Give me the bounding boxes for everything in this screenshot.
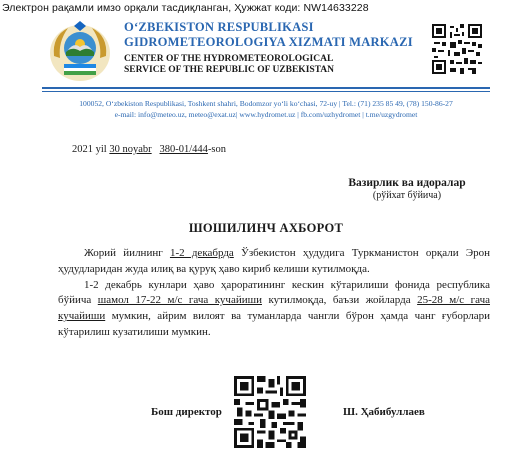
recipient-name: Вазирлик ва идоралар <box>348 177 466 189</box>
header-rule <box>42 87 490 89</box>
highlight-wind-gust: 25-28 м/с гача кучайиши <box>58 294 490 323</box>
body-paragraph-2: 1-2 декабрь кунлари ҳаво ҳароратининг кескин кўтарилиши фонида республика бўйича шамол 17-22 м/с гача кучайиши кутилмоқда, баъзи жойларда 25-28 м/с гача кучайиши мумкин, айрим вилоят ва туманларда чангли бўрон ҳамда чанг ғуборлари кўтарилиш кузатилиши мумкин. <box>58 278 490 338</box>
letter-day: 30 noyabr <box>109 144 152 155</box>
state-emblem-icon <box>44 20 116 84</box>
highlight-dates: 1-2 декабрда <box>169 247 234 259</box>
document-title: ШОШИЛИНЧ АХБОРОТ <box>188 221 344 235</box>
org-address: 100052, O‘zbekiston Respublikasi, Toshkent shahri, Bodomzor yo‘li ko‘chasi, 72-uy | Tel.: (71) 235 85 49, (78) 150-86-27 <box>79 99 453 108</box>
header-rule-thin <box>42 91 490 92</box>
letter-number-suffix: -son <box>207 144 227 155</box>
letter-number: 380-01/444 <box>159 144 208 155</box>
org-name-line2: GIDROMETEOROLOGIYA XIZMATI MARKAZI <box>124 35 413 49</box>
highlight-wind: шамол 17-22 м/с гача кучайиши <box>97 294 262 307</box>
org-name-line1: O‘ZBEKISTON RESPUBLIKASI <box>124 20 314 34</box>
recipient-block <box>342 177 472 201</box>
letter-year: 2021 yil <box>72 144 107 155</box>
qr-code-icon <box>432 24 482 74</box>
body-paragraph-1: Жорий йилнинг 1-2 декабрда Ўзбекистон ҳудудига Туркманистон орқали Эрон ҳудудларидан жуда илиқ ва қуруқ ҳаво кириб келиши кутилмоқда. <box>58 247 490 275</box>
letter-body <box>58 246 490 341</box>
e-signature-notice: Электрон рақамли имзо орқали тасдиқланган, Ҳужжат коди: NW14633228 <box>2 2 369 14</box>
organization-header <box>124 20 424 76</box>
org-name-en-line1: CENTER OF THE HYDROMETEOROLOGICAL <box>124 54 334 64</box>
signer-name: Ш. Ҳабибуллаев <box>343 406 425 418</box>
recipient-note: (рўйхат бўйича) <box>372 190 442 201</box>
letter-date-number <box>72 144 226 155</box>
qr-code-icon <box>234 376 306 448</box>
org-name-en-line2: SERVICE OF THE REPUBLIC OF UZBEKISTAN <box>124 65 335 75</box>
org-contacts: e-mail: info@meteo.uz, meteo@exat.uz| www.hydromet.uz | fb.com/uzhydromet | t.me/uzgydromet <box>114 110 418 119</box>
signer-title: Бош директор <box>151 406 222 418</box>
